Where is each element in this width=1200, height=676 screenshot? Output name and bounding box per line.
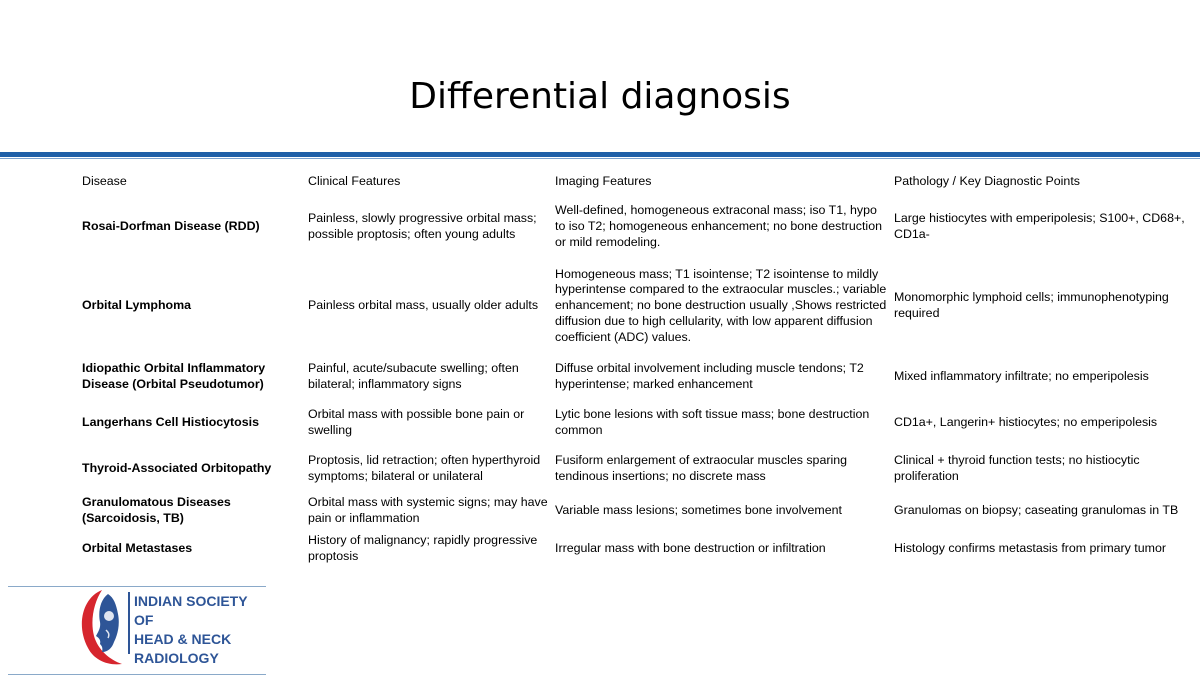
cell-clinical: Proptosis, lid retraction; often hyperthyroid symptoms; bilateral or unilateral (308, 453, 541, 483)
cell-disease: Granulomatous Diseases (Sarcoidosis, TB) (82, 495, 231, 525)
cell-clinical: Painless orbital mass, usually older adults (308, 298, 539, 313)
cell-pathology: Clinical + thyroid function tests; no histiocytic proliferation (894, 453, 1140, 483)
cell-disease: Langerhans Cell Histiocytosis (82, 415, 259, 430)
cell-pathology: Histology confirms metastasis from primary tumor (894, 541, 1166, 556)
title-divider (0, 152, 1200, 157)
header-clinical: Clinical Features (308, 174, 401, 189)
cell-clinical: Orbital mass with systemic signs; may have pain or inflammation (308, 495, 548, 525)
cell-imaging: Diffuse orbital involvement including muscle tendons; T2 hyperintense; marked enhancement (555, 361, 864, 391)
cell-pathology: Granulomas on biopsy; caseating granulomas in TB (894, 503, 1179, 518)
logo-line-2: HEAD & NECK (134, 631, 232, 647)
header-disease: Disease (82, 174, 127, 189)
table-header-row (76, 168, 1196, 196)
logo-line-3: RADIOLOGY (134, 650, 219, 666)
society-logo (8, 586, 268, 676)
logo-line-1: INDIAN SOCIETY OF (134, 593, 248, 628)
cell-clinical: History of malignancy; rapidly progressive proptosis (308, 533, 538, 563)
cell-disease: Orbital Metastases (82, 541, 193, 556)
cell-disease: Thyroid-Associated Orbitopathy (82, 461, 272, 476)
table-row (76, 258, 1196, 354)
table-row (76, 530, 1196, 568)
cell-imaging: Variable mass lesions; sometimes bone involvement (555, 503, 842, 518)
cell-pathology: CD1a+, Langerin+ histiocytes; no emperipolesis (894, 415, 1158, 430)
cell-pathology: Mixed inflammatory infiltrate; no emperipolesis (894, 369, 1149, 384)
differential-table (76, 168, 1196, 568)
cell-pathology: Monomorphic lymphoid cells; immunophenotyping required (894, 290, 1169, 320)
cell-imaging: Irregular mass with bone destruction or infiltration (555, 541, 826, 556)
cell-imaging: Lytic bone lesions with soft tissue mass; bone destruction common (555, 407, 870, 437)
cell-disease: Rosai-Dorfman Disease (RDD) (82, 219, 260, 234)
logo-rule-top (8, 586, 266, 587)
title-divider-thin (0, 158, 1200, 159)
cell-clinical: Painful, acute/subacute swelling; often bilateral; inflammatory signs (308, 361, 519, 391)
table-row (76, 354, 1196, 400)
cell-disease: Idiopathic Orbital Inflammatory Disease (Orbital Pseudotumor) (82, 361, 266, 391)
table-row (76, 400, 1196, 446)
cell-imaging: Homogeneous mass; T1 isointense; T2 isointense to mildly hyperintense compared to the extraocular muscles.; variable enhancement; no bone destruction usually ,Shows restricted diffusion due to high cellularity, with low apparent diffusion coefficient (ADC) values. (555, 266, 887, 344)
cell-clinical: Painless, slowly progressive orbital mass; possible proptosis; often young adults (308, 211, 537, 241)
table-row (76, 196, 1196, 258)
cell-disease: Orbital Lymphoma (82, 298, 192, 313)
table-row (76, 446, 1196, 492)
cell-clinical: Orbital mass with possible bone pain or swelling (308, 407, 525, 437)
slide-title: Differential diagnosis (409, 76, 791, 117)
header-pathology: Pathology / Key Diagnostic Points (894, 174, 1080, 189)
logo-wordmark (128, 592, 268, 666)
isnhr-emblem-icon (72, 586, 132, 670)
header-imaging: Imaging Features (555, 174, 652, 189)
cell-imaging: Well-defined, homogeneous extraconal mass; iso T1, hypo to iso T2; homogeneous enhancement; no bone destruction or mild remodeling. (555, 203, 882, 249)
table-row (76, 492, 1196, 530)
cell-imaging: Fusiform enlargement of extraocular muscles sparing tendinous insertions; no discrete mass (555, 453, 847, 483)
cell-pathology: Large histiocytes with emperipolesis; S100+, CD68+, CD1a- (894, 211, 1185, 241)
